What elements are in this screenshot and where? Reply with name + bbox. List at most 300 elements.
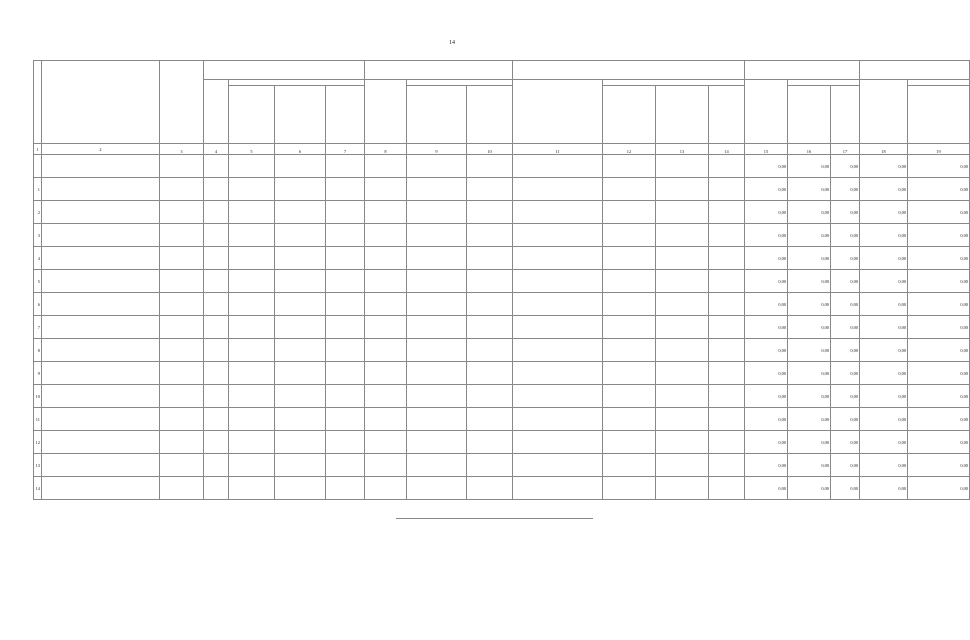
row-value	[229, 224, 275, 247]
table-row	[34, 224, 970, 247]
row-value	[603, 224, 656, 247]
row-value: 0,00	[831, 247, 860, 270]
row-value	[407, 431, 467, 454]
row-value	[229, 178, 275, 201]
row-name	[42, 270, 160, 293]
header-residents	[160, 61, 204, 144]
row-name	[42, 362, 160, 385]
row-value	[407, 247, 467, 270]
row-value	[229, 155, 275, 178]
register-body	[34, 155, 970, 500]
row-value: 0,00	[860, 339, 908, 362]
row-value	[365, 270, 407, 293]
row-index: 12	[34, 431, 42, 454]
row-name	[42, 201, 160, 224]
row-value	[275, 293, 326, 316]
header-sub-9	[603, 86, 656, 144]
unit-4: 4	[204, 144, 229, 155]
header-sub-4	[326, 86, 365, 144]
row-value	[275, 431, 326, 454]
row-value	[513, 316, 603, 339]
row-value	[229, 339, 275, 362]
header-row-groups	[34, 61, 970, 80]
row-value	[656, 155, 709, 178]
row-value	[204, 431, 229, 454]
row-value	[656, 270, 709, 293]
row-value	[365, 477, 407, 500]
row-value	[275, 339, 326, 362]
row-value: 0,00	[860, 408, 908, 431]
row-value	[467, 408, 513, 431]
row-value	[326, 339, 365, 362]
row-value: 0,00	[860, 224, 908, 247]
row-value	[326, 247, 365, 270]
row-index: 8	[34, 339, 42, 362]
row-index: 3	[34, 224, 42, 247]
row-value: 0,00	[788, 224, 831, 247]
row-value	[229, 408, 275, 431]
row-value	[275, 477, 326, 500]
row-value	[204, 408, 229, 431]
row-value	[275, 454, 326, 477]
row-value	[603, 385, 656, 408]
row-value	[467, 178, 513, 201]
row-value	[229, 454, 275, 477]
header-sub-1	[204, 80, 229, 144]
row-value	[513, 201, 603, 224]
unit-11: 11	[513, 144, 603, 155]
row-value	[709, 316, 745, 339]
row-value	[709, 477, 745, 500]
row-value	[365, 431, 407, 454]
row-value	[365, 385, 407, 408]
row-value	[407, 362, 467, 385]
row-value	[204, 201, 229, 224]
row-value	[204, 293, 229, 316]
row-index: 4	[34, 247, 42, 270]
row-value	[513, 431, 603, 454]
row-value	[709, 339, 745, 362]
row-value	[275, 155, 326, 178]
row-value	[656, 224, 709, 247]
row-value	[326, 316, 365, 339]
row-value	[603, 477, 656, 500]
row-value	[275, 362, 326, 385]
table-row	[34, 477, 970, 500]
row-value	[160, 178, 204, 201]
row-value: 0,00	[788, 477, 831, 500]
row-value: 0,00	[831, 224, 860, 247]
row-value	[365, 339, 407, 362]
row-index: 5	[34, 270, 42, 293]
row-value	[603, 201, 656, 224]
row-value: 0,00	[788, 385, 831, 408]
row-value	[160, 316, 204, 339]
row-value	[467, 224, 513, 247]
row-name	[42, 454, 160, 477]
row-value	[513, 155, 603, 178]
header-count-premises	[204, 61, 365, 80]
row-value	[326, 454, 365, 477]
row-value: 0,00	[788, 362, 831, 385]
row-value	[229, 316, 275, 339]
row-name	[42, 431, 160, 454]
row-value	[656, 454, 709, 477]
row-value	[407, 477, 467, 500]
header-sub-2	[229, 86, 275, 144]
row-value	[656, 477, 709, 500]
row-value: 0,00	[788, 155, 831, 178]
row-name	[42, 178, 160, 201]
row-value	[407, 454, 467, 477]
row-value	[656, 316, 709, 339]
row-value	[513, 339, 603, 362]
row-value: 0,00	[860, 431, 908, 454]
row-value	[656, 293, 709, 316]
unit-16: 16	[788, 144, 831, 155]
row-value	[656, 408, 709, 431]
row-value	[365, 155, 407, 178]
row-value	[467, 270, 513, 293]
row-value: 0,00	[745, 339, 788, 362]
row-value	[467, 201, 513, 224]
unit-10: 10	[467, 144, 513, 155]
row-index: 10	[34, 385, 42, 408]
row-value: 0,00	[908, 477, 970, 500]
header-reference-b	[860, 61, 970, 80]
row-value	[407, 155, 467, 178]
row-value	[467, 339, 513, 362]
row-value: 0,00	[831, 339, 860, 362]
row-value	[204, 477, 229, 500]
row-value	[709, 270, 745, 293]
row-value: 0,00	[745, 155, 788, 178]
unit-17: 17	[831, 144, 860, 155]
row-name	[42, 247, 160, 270]
row-value	[467, 454, 513, 477]
table-row	[34, 316, 970, 339]
col-number-2: 2	[42, 144, 160, 155]
table-row	[34, 431, 970, 454]
row-value	[204, 270, 229, 293]
unit-9: 9	[407, 144, 467, 155]
row-value: 0,00	[908, 454, 970, 477]
row-value: 0,00	[831, 385, 860, 408]
row-value	[275, 408, 326, 431]
row-value: 0,00	[908, 339, 970, 362]
row-value	[709, 362, 745, 385]
row-value	[326, 431, 365, 454]
row-value	[204, 178, 229, 201]
page-number: 14	[449, 40, 455, 46]
row-value: 0,00	[788, 247, 831, 270]
unit-6: 6	[275, 144, 326, 155]
row-value	[160, 385, 204, 408]
row-value	[513, 454, 603, 477]
row-value	[275, 270, 326, 293]
row-value	[365, 454, 407, 477]
row-value: 0,00	[831, 408, 860, 431]
row-value: 0,00	[860, 454, 908, 477]
row-value	[204, 385, 229, 408]
row-value	[160, 270, 204, 293]
row-value: 0,00	[860, 270, 908, 293]
row-value	[365, 247, 407, 270]
row-value: 0,00	[788, 339, 831, 362]
row-value	[709, 224, 745, 247]
row-value	[204, 316, 229, 339]
header-sub-8	[513, 80, 603, 144]
row-name	[42, 408, 160, 431]
row-value	[365, 408, 407, 431]
row-value: 0,00	[908, 362, 970, 385]
row-value	[160, 293, 204, 316]
row-value: 0,00	[745, 431, 788, 454]
row-value	[326, 270, 365, 293]
row-value	[326, 178, 365, 201]
row-value	[275, 224, 326, 247]
row-value	[326, 224, 365, 247]
unit-3: 3	[160, 144, 204, 155]
row-value: 0,00	[860, 178, 908, 201]
row-value	[603, 247, 656, 270]
row-value	[326, 408, 365, 431]
row-value	[513, 408, 603, 431]
row-value: 0,00	[908, 178, 970, 201]
row-value: 0,00	[788, 201, 831, 224]
row-value: 0,00	[908, 293, 970, 316]
header-sub-10	[656, 86, 709, 144]
row-value	[204, 454, 229, 477]
table-row	[34, 155, 970, 178]
row-value	[160, 201, 204, 224]
row-value	[204, 155, 229, 178]
row-value: 0,00	[831, 270, 860, 293]
row-value: 0,00	[745, 270, 788, 293]
row-value	[603, 316, 656, 339]
row-value	[709, 408, 745, 431]
row-value	[656, 431, 709, 454]
row-value: 0,00	[831, 431, 860, 454]
row-value: 0,00	[745, 408, 788, 431]
row-value	[229, 247, 275, 270]
row-value	[513, 270, 603, 293]
unit-7: 7	[326, 144, 365, 155]
row-value	[160, 477, 204, 500]
row-value: 0,00	[908, 316, 970, 339]
row-value: 0,00	[788, 431, 831, 454]
row-value	[229, 362, 275, 385]
row-value	[407, 270, 467, 293]
row-value	[467, 155, 513, 178]
row-value: 0,00	[831, 316, 860, 339]
row-value	[407, 339, 467, 362]
row-value	[656, 385, 709, 408]
row-value: 0,00	[831, 362, 860, 385]
row-value	[467, 385, 513, 408]
row-value	[603, 362, 656, 385]
housing-register-table	[33, 60, 970, 500]
row-index: 9	[34, 362, 42, 385]
row-value	[365, 178, 407, 201]
row-name	[42, 385, 160, 408]
row-value	[326, 385, 365, 408]
col-number-1: 1	[34, 144, 42, 155]
row-value	[467, 477, 513, 500]
row-value	[160, 362, 204, 385]
row-index: 14	[34, 477, 42, 500]
row-index: 2	[34, 201, 42, 224]
row-value	[709, 431, 745, 454]
row-index: 11	[34, 408, 42, 431]
header-name	[42, 61, 160, 144]
row-value	[229, 201, 275, 224]
row-value	[326, 362, 365, 385]
row-value: 0,00	[860, 155, 908, 178]
row-value	[160, 224, 204, 247]
row-value: 0,00	[908, 155, 970, 178]
row-value	[326, 293, 365, 316]
row-value	[365, 316, 407, 339]
header-sub-11	[709, 86, 745, 144]
row-value: 0,00	[788, 316, 831, 339]
row-value	[407, 316, 467, 339]
row-value: 0,00	[860, 477, 908, 500]
header-reference-a	[745, 61, 860, 80]
row-value	[407, 201, 467, 224]
row-value: 0,00	[745, 385, 788, 408]
row-index: 6	[34, 293, 42, 316]
row-value	[603, 155, 656, 178]
row-value: 0,00	[908, 431, 970, 454]
row-value	[513, 293, 603, 316]
header-sub-5	[365, 80, 407, 144]
row-value	[603, 408, 656, 431]
header-sub-3	[275, 86, 326, 144]
row-value	[513, 362, 603, 385]
row-value	[467, 431, 513, 454]
row-value	[709, 178, 745, 201]
row-name	[42, 477, 160, 500]
row-value	[326, 201, 365, 224]
row-value	[407, 385, 467, 408]
unit-12: 12	[603, 144, 656, 155]
table-row	[34, 454, 970, 477]
row-value	[407, 178, 467, 201]
row-value	[709, 155, 745, 178]
row-value: 0,00	[831, 293, 860, 316]
header-row-units	[34, 144, 970, 155]
table-row	[34, 339, 970, 362]
header-area-premises	[365, 61, 513, 80]
row-value	[603, 293, 656, 316]
unit-5: 5	[229, 144, 275, 155]
row-value	[467, 316, 513, 339]
row-value: 0,00	[831, 155, 860, 178]
row-value	[656, 339, 709, 362]
row-value: 0,00	[745, 201, 788, 224]
unit-18: 18	[860, 144, 908, 155]
header-sub-14	[831, 86, 860, 144]
row-value	[275, 385, 326, 408]
row-value	[160, 431, 204, 454]
row-value	[204, 339, 229, 362]
row-value	[709, 247, 745, 270]
row-value	[326, 155, 365, 178]
row-value	[603, 431, 656, 454]
row-value: 0,00	[745, 316, 788, 339]
row-index: 1	[34, 178, 42, 201]
unit-8: 8	[365, 144, 407, 155]
row-value: 0,00	[860, 385, 908, 408]
row-value	[709, 385, 745, 408]
row-value	[513, 178, 603, 201]
row-value	[229, 385, 275, 408]
header-sub-16	[908, 86, 970, 144]
row-value: 0,00	[745, 224, 788, 247]
row-value	[160, 454, 204, 477]
row-value	[603, 178, 656, 201]
header-sub-13	[788, 86, 831, 144]
row-name	[42, 224, 160, 247]
header-sub-15	[860, 80, 908, 144]
row-value: 0,00	[860, 316, 908, 339]
row-value	[229, 270, 275, 293]
row-value	[275, 247, 326, 270]
unit-14: 14	[709, 144, 745, 155]
row-value	[204, 247, 229, 270]
row-value	[513, 477, 603, 500]
footnote-divider	[396, 518, 593, 519]
row-value: 0,00	[860, 247, 908, 270]
row-value: 0,00	[745, 293, 788, 316]
row-value	[603, 270, 656, 293]
row-value	[467, 362, 513, 385]
row-value	[603, 339, 656, 362]
row-value: 0,00	[831, 201, 860, 224]
row-value: 0,00	[788, 293, 831, 316]
row-value: 0,00	[745, 477, 788, 500]
header-sources	[513, 61, 745, 80]
row-index	[34, 155, 42, 178]
row-value: 0,00	[860, 293, 908, 316]
row-value	[709, 201, 745, 224]
table-row	[34, 408, 970, 431]
row-value	[407, 293, 467, 316]
table-row	[34, 178, 970, 201]
row-value: 0,00	[860, 201, 908, 224]
row-value	[709, 293, 745, 316]
row-value	[603, 454, 656, 477]
row-value	[229, 477, 275, 500]
row-value	[229, 293, 275, 316]
row-value	[513, 224, 603, 247]
row-value	[275, 201, 326, 224]
row-value	[160, 339, 204, 362]
row-value: 0,00	[908, 201, 970, 224]
row-value: 0,00	[860, 362, 908, 385]
row-value	[513, 385, 603, 408]
row-value: 0,00	[788, 270, 831, 293]
row-value	[407, 224, 467, 247]
row-value: 0,00	[831, 178, 860, 201]
row-value	[160, 155, 204, 178]
row-value: 0,00	[788, 178, 831, 201]
row-value	[204, 362, 229, 385]
row-value	[160, 408, 204, 431]
row-value	[204, 224, 229, 247]
row-name	[42, 339, 160, 362]
